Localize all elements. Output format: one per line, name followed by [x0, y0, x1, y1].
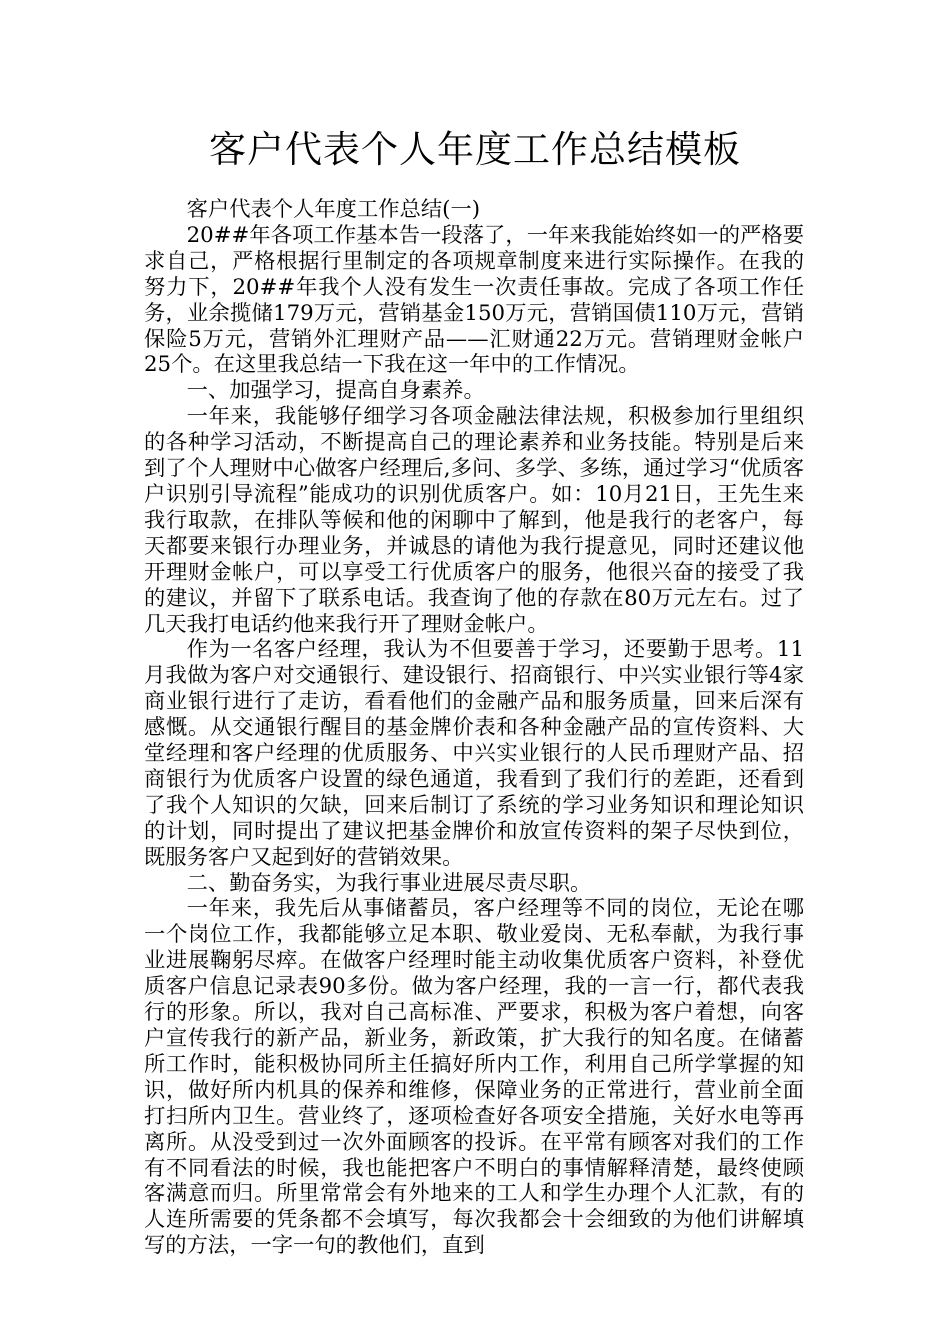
paragraph-visit: 作为一名客户经理，我认为不但要善于学习，还要勤于思考。11月我做为客户对交通银行、建设银行、招商银行、中兴实业银行等4家商业银行进行了走访，看看他们的金融产品和服务质量，回来后深有感慨。从交通银行醒目的基金牌价表和各种金融产品的宣传资料、大堂经理和客户经理的优质服务、中兴实业银行的人民币理财产品、招商银行为优质客户设置的绿色通道，我看到了我们行的差距，还看到了我个人知识的欠缺，回来后制订了系统的学习业务知识和理论知识的计划，同时提出了建议把基金牌价和放宣传资料的架子尽快到位，既服务客户又起到好的营销效果。 — [144, 637, 804, 870]
section-heading-2: 二、勤奋务实，为我行事业进展尽责尽职。 — [186, 870, 592, 896]
paragraph-subtitle: 客户代表个人年度工作总结(一) — [186, 197, 481, 222]
document-body — [144, 197, 804, 1259]
section-heading-1: 一、加强学习，提高自身素养。 — [186, 378, 485, 404]
paragraph-intro: 20##年各项工作基本告一段落了，一年来我能始终如一的严格要求自己，严格根据行里制定的各项规章制度来进行实际操作。在我的努力下，20##年我个人没有发生一次责任事故。完成了各项工作任务，业余揽储179万元，营销基金150万元，营销国债110万元，营销保险5万元，营销外汇理财产品——汇财通22万元。营销理财金帐户25个。在这里我总结一下我在这一年中的工作情况。 — [144, 222, 804, 378]
paragraph-study: 一年来，我能够仔细学习各项金融法律法规，积极参加行里组织的各种学习活动，不断提高自己的理论素养和业务技能。特别是后来到了个人理财中心做客户经理后,多问、多学、多练，通过学习“优质客户识别引导流程”能成功的识别优质客户。如：10月21日，王先生来我行取款，在排队等候和他的闲聊中了解到，他是我行的老客户，每天都要来银行办理业务，并诚恳的请他为我行提意见，同时还建议他开理财金帐户，可以享受工行优质客户的服务，他很兴奋的接受了我的建议，并留下了联系电话。我查询了他的存款在80万元左右。过了几天我打电话约他来我行开了理财金帐户。 — [144, 404, 804, 637]
document-title: 客户代表个人年度工作总结模板 — [209, 128, 741, 171]
paragraph-work: 一年来，我先后从事储蓄员，客户经理等不同的岗位，无论在哪一个岗位工作，我都能够立足本职、敬业爱岗、无私奉献，为我行事业进展鞠躬尽瘁。在做客户经理时能主动收集优质客户资料，补登优质客户信息记录表90多份。做为客户经理，我的一言一行，都代表我行的形象。所以，我对自己高标准、严要求，积极为客户着想，向客户宣传我行的新产品，新业务，新政策，扩大我行的知名度。在储蓄所工作时，能积极协同所主任搞好所内工作，利用自己所学掌握的知识，做好所内机具的保养和维修，保障业务的正常进行，营业前全面打扫所内卫生。营业终了，逐项检查好各项安全措施，关好水电等再离所。从没受到过一次外面顾客的投诉。在平常有顾客对我们的工作有不同看法的时候，我也能把客户不明白的事情解释清楚，最终使顾客满意而归。所里常常会有外地来的工人和学生办理个人汇款，有的人连所需要的凭条都不会填写，每次我都会十会细致的为他们讲解填写的方法，一字一句的教他们，直到 — [144, 896, 804, 1259]
